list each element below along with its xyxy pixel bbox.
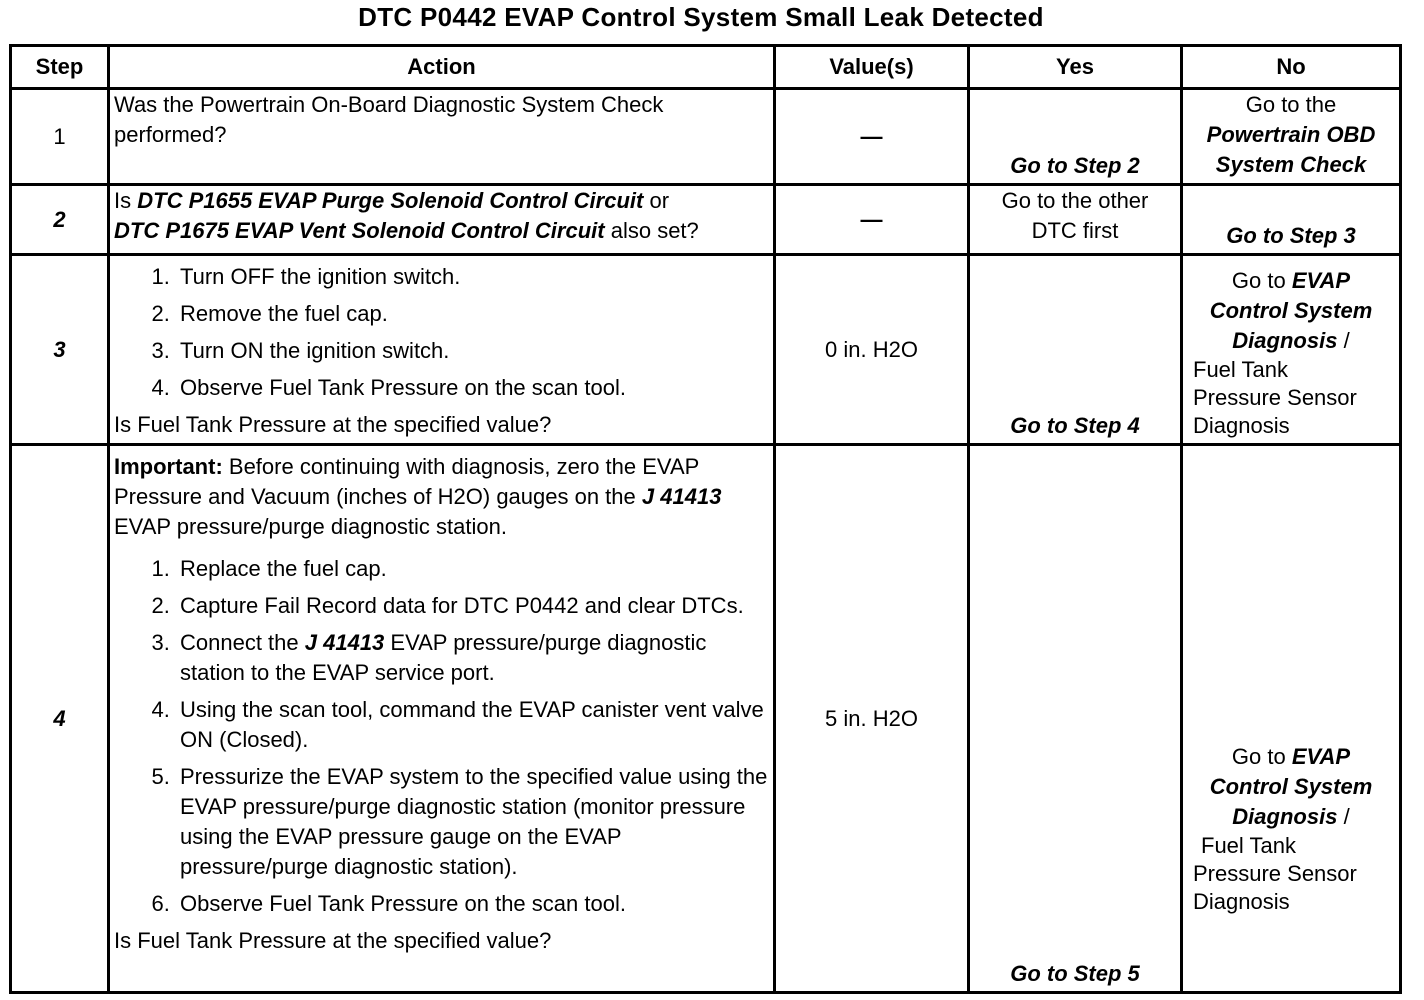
yes-goto-link[interactable]: Go to Step 5 [969, 445, 1182, 993]
list-item: 5. Pressurize the EVAP system to the specified value using the EVAP pressure/purge diagnostic station (monitor pressure using the EVAP pressure gauge on the EVAP pressure/purge diagnostic station). [176, 762, 769, 882]
yes-goto-link[interactable]: Go to Step 4 [969, 255, 1182, 445]
procedure-list [114, 554, 769, 919]
no-alt-line2[interactable]: Pressure Sensor [1193, 861, 1357, 886]
yes-goto-link[interactable]: Go to Step 2 [969, 89, 1182, 185]
no-alt-line3[interactable]: Diagnosis [1193, 413, 1290, 438]
action-text: Was the Powertrain On-Board Diagnostic System Check performed? [114, 92, 664, 147]
action-cell [109, 89, 775, 185]
list-item: 2. Remove the fuel cap. [176, 299, 769, 329]
no-link-line3-wrap [1187, 802, 1395, 832]
value-cell: 0 in. H2O [775, 255, 969, 445]
step3-text-b: EVAP pressure/purge diagnostic station to the EVAP service port. [180, 630, 707, 685]
header-step: Step [11, 46, 109, 89]
header-no: No [1182, 46, 1401, 89]
no-alt-line2[interactable]: Pressure Sensor [1193, 385, 1357, 410]
list-item: 1. Replace the fuel cap. [176, 554, 769, 584]
step-number: 3 [11, 255, 109, 445]
list-item [176, 628, 769, 688]
dtc-link-p1655[interactable]: DTC P1655 EVAP Purge Solenoid Control Circuit [137, 188, 644, 213]
value-cell: — [775, 89, 969, 185]
question-text: Is Fuel Tank Pressure at the specified value? [114, 928, 552, 953]
no-prefix: Go to the [1245, 92, 1337, 117]
no-cell [1182, 445, 1401, 993]
question-text: Is Fuel Tank Pressure at the specified value? [114, 412, 552, 437]
tool-j41413: J 41413 [641, 484, 722, 509]
no-separator: / [1343, 804, 1350, 829]
no-link-line2[interactable]: Control System [1209, 774, 1373, 799]
dtc-link-p1675[interactable]: DTC P1675 EVAP Vent Solenoid Control Circuit [114, 218, 605, 243]
table-row [11, 185, 1401, 255]
procedure-list [114, 262, 769, 403]
list-item: 4. Observe Fuel Tank Pressure on the scan tool. [176, 373, 769, 403]
no-link-line3[interactable]: Diagnosis [1232, 328, 1338, 353]
list-item: 1. Turn OFF the ignition switch. [176, 262, 769, 292]
important-text-b: EVAP pressure/purge diagnostic station. [114, 514, 507, 539]
step-number: 2 [11, 185, 109, 255]
step-number: 1 [11, 89, 109, 185]
no-link-line3-wrap [1187, 326, 1395, 356]
list-item: 3. Turn ON the ignition switch. [176, 336, 769, 366]
list-item: 4. Using the scan tool, command the EVAP canister vent valve ON (Closed). [176, 695, 769, 755]
list-item: 2. Capture Fail Record data for DTC P0442 and clear DTCs. [176, 591, 769, 621]
list-item: 6. Observe Fuel Tank Pressure on the scan tool. [176, 889, 769, 919]
yes-cell [969, 185, 1182, 255]
no-cell [1182, 89, 1401, 185]
yes-line2: DTC first [1031, 218, 1119, 243]
diagnostic-table [9, 44, 1402, 994]
header-yes: Yes [969, 46, 1182, 89]
step-number: 4 [11, 445, 109, 993]
no-link-line1[interactable]: EVAP [1291, 744, 1351, 769]
no-goto-line [1187, 742, 1395, 772]
no-alt-line1[interactable]: Fuel Tank [1193, 357, 1288, 382]
page-title: DTC P0442 EVAP Control System Small Leak Detected [358, 2, 1044, 32]
no-link-line1[interactable]: EVAP [1291, 268, 1351, 293]
no-separator: / [1343, 328, 1350, 353]
step3-text-a: Connect the [180, 630, 299, 655]
no-goto-link[interactable]: Go to Step 3 [1182, 185, 1401, 255]
no-cell [1182, 255, 1401, 445]
yes-line1: Go to the other [1001, 188, 1149, 213]
important-note [114, 452, 769, 542]
no-alt-line1[interactable]: Fuel Tank [1201, 833, 1296, 858]
no-link-line1[interactable]: Powertrain OBD [1206, 122, 1376, 147]
no-goto-line [1187, 266, 1395, 296]
action-end: also set? [610, 218, 699, 243]
no-link-line3[interactable]: Diagnosis [1232, 804, 1338, 829]
header-row [11, 46, 1401, 89]
no-alt-line3[interactable]: Diagnosis [1193, 889, 1290, 914]
tool-j41413: J 41413 [304, 630, 385, 655]
important-text-a: Before continuing with diagnosis, zero the EVAP Pressure and Vacuum (inches of H2O) gauges on the [114, 454, 699, 509]
table-row [11, 255, 1401, 445]
action-cell [109, 255, 775, 445]
table-row [11, 445, 1401, 993]
no-link-line2[interactable]: System Check [1215, 152, 1367, 177]
action-cell [109, 445, 775, 993]
no-link-line2[interactable]: Control System [1209, 298, 1373, 323]
no-goto-text: Go to [1231, 744, 1286, 769]
action-is: Is [114, 188, 132, 213]
table-row [11, 89, 1401, 185]
value-cell: 5 in. H2O [775, 445, 969, 993]
no-goto-text: Go to [1231, 268, 1286, 293]
important-label: Important: [114, 454, 223, 479]
value-cell: — [775, 185, 969, 255]
header-action: Action [109, 46, 775, 89]
action-or: or [649, 188, 670, 213]
header-values: Value(s) [775, 46, 969, 89]
action-cell [109, 185, 775, 255]
